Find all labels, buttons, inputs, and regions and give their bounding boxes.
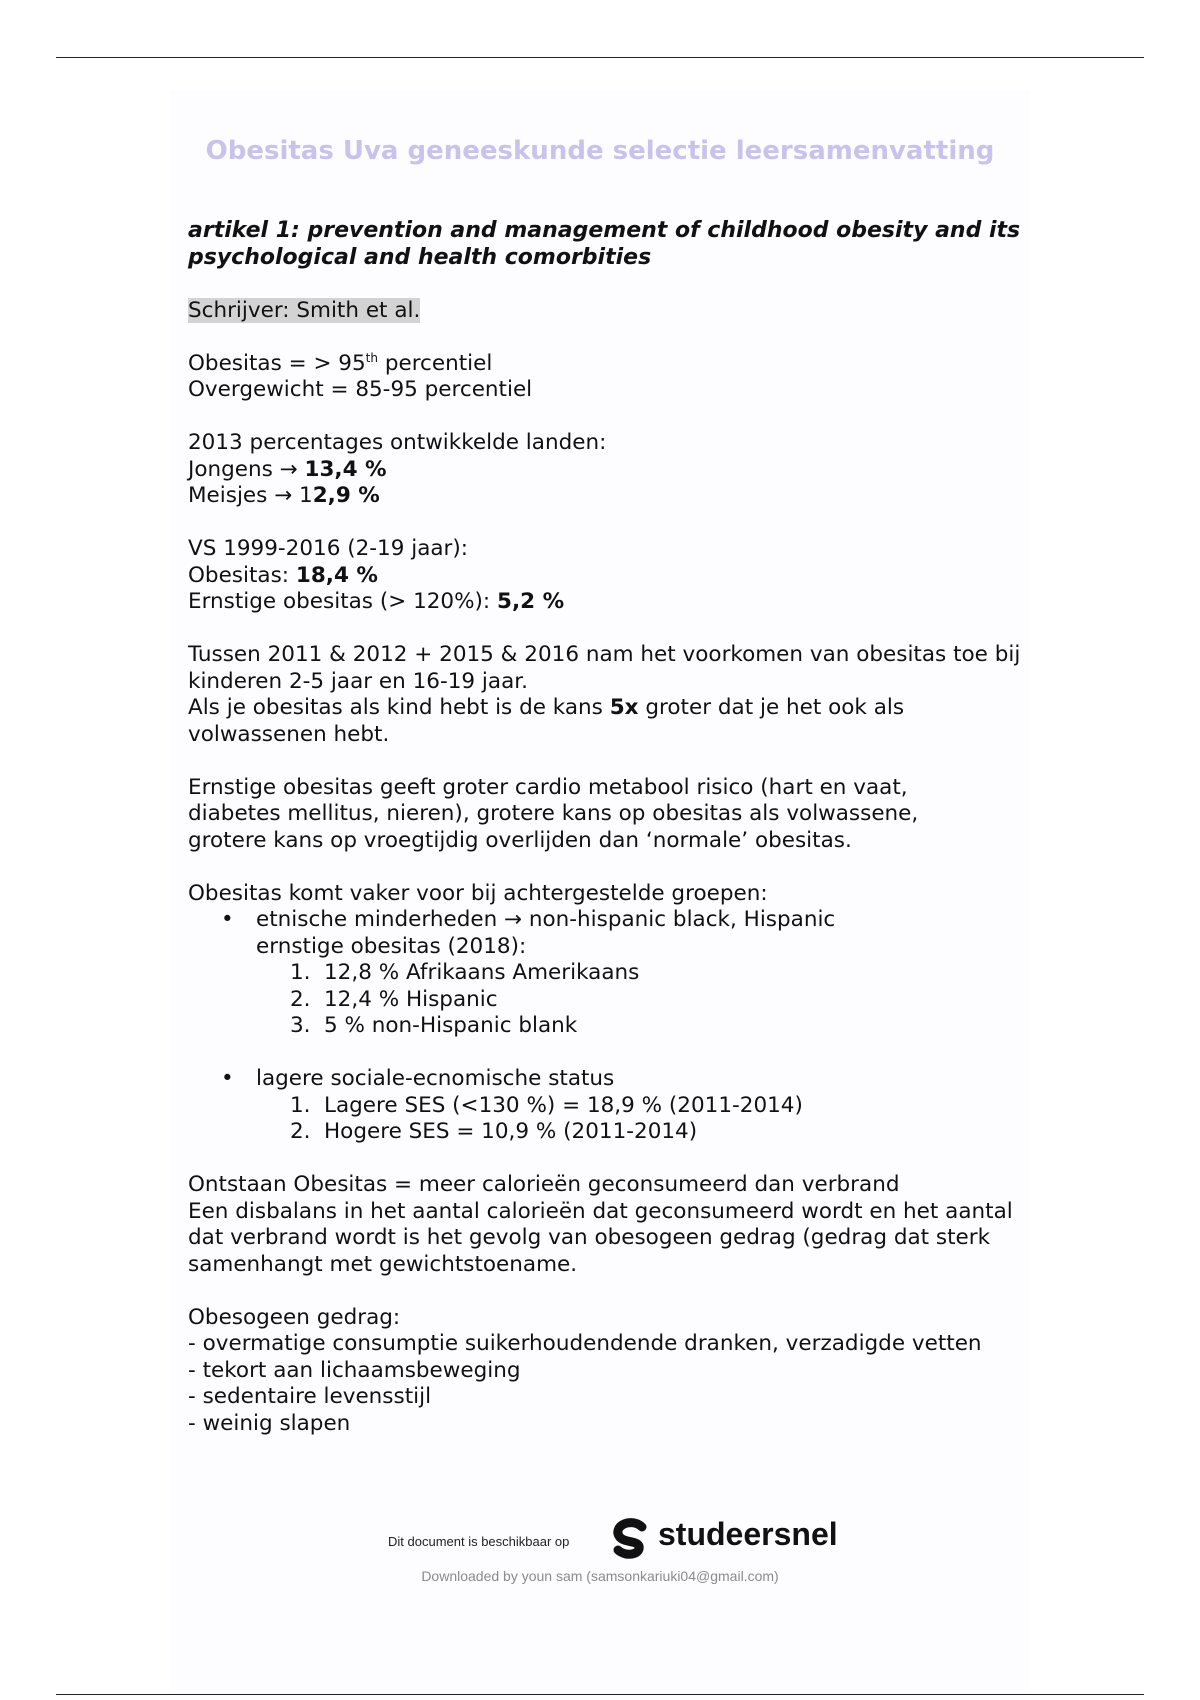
severe-text: Ernstige obesitas geeft groter cardio metabool risico (hart en vaat, diabetes mellitus, nieren), grotere kans op obesitas als volwassene, grotere kans op vroegtijdig overlijden dan ‘normale’ obesitas. [188, 774, 919, 853]
list-item: 1. 12,8 % Afrikaans Amerikaans [290, 960, 640, 985]
us-severe-label: Ernstige obesitas (> 120%): [188, 589, 497, 614]
bullet-ses: lagere sociale-ecnomische status [256, 1066, 615, 1091]
us-block [188, 536, 1088, 616]
ethnic-list [256, 960, 1088, 1040]
def-overgewicht: Overgewicht = 85-95 percentiel [188, 377, 533, 402]
girls-value: 2,9 % [312, 483, 380, 508]
def-obesitas: Obesitas = > 95th percentiel [188, 350, 493, 376]
risk-post: groter dat je het ook als volwassenen hebt. [188, 695, 905, 747]
list-item: 1. Lagere SES (<130 %) = 18,9 % (2011-2014) [290, 1092, 803, 1118]
us-intro: VS 1999-2016 (2-19 jaar): [188, 536, 469, 561]
available-text: Dit document is beschikbaar op [388, 1534, 570, 1549]
document-body [188, 218, 1088, 1464]
behavior-block [188, 1305, 1088, 1438]
groups-intro: Obesitas komt vaker voor bij achtergestelde groepen: [188, 880, 768, 906]
origin-line2: Een disbalans in het aantal calorieën dat geconsumeerd wordt en het aantal dat verbrand wordt is het gevolg van obesogeen gedrag (gedrag dat sterk samenhangt met gewichtstoename. [188, 1198, 1013, 1277]
boys-label: Jongens → [188, 456, 305, 482]
definitions [188, 351, 1088, 404]
downloaded-by: Downloaded by youn sam (samsonkariuki04@gmail.com) [421, 1568, 779, 1584]
origin-block [188, 1172, 1018, 1278]
list-item: 3. 5 % non-Hispanic blank [290, 1013, 578, 1038]
boys-value: 13,4 % [304, 456, 387, 482]
list-item: - tekort aan lichaamsbeweging [188, 1357, 521, 1383]
behavior-intro: Obesogeen gedrag: [188, 1304, 401, 1330]
document-title: Obesitas Uva geneeskunde selectie leersamenvatting [205, 136, 995, 166]
us-severe-value: 5,2 % [497, 589, 565, 614]
list-item: - weinig slapen [188, 1410, 351, 1436]
bullet-ethnic: etnische minderheden → non-hispanic black, Hispanic [256, 907, 836, 932]
risk-pre: Als je obesitas als kind hebt is de kans [188, 695, 610, 720]
studeersnel-logo-icon[interactable] [608, 1517, 654, 1563]
brand-name[interactable]: studeersnel [658, 1516, 838, 1552]
ses-list [256, 1093, 1088, 1146]
girls-label: Meisjes → 1 [188, 483, 313, 508]
percentages-block [188, 430, 1088, 510]
trend-text: Tussen 2011 & 2012 + 2015 & 2016 nam het voorkomen van obesitas toe bij kinderen 2-5 jaar en 16-19 jaar. [188, 642, 1021, 694]
list-item [256, 1066, 1088, 1172]
author-line: Schrijver: Smith et al. [188, 297, 421, 323]
list-item: - sedentaire levensstijl [188, 1384, 432, 1409]
list-item: - overmatige consumptie suikerhoudendende dranken, verzadigde vetten [188, 1331, 982, 1356]
risk-factor: 5x [609, 695, 639, 720]
bottom-rule [56, 1694, 1144, 1695]
list-item: 2. Hogere SES = 10,9 % (2011-2014) [290, 1119, 698, 1144]
footer [0, 1512, 1200, 1592]
origin-line1: Ontstaan Obesitas = meer calorieën geconsumeerd dan verbrand [188, 1172, 900, 1197]
groups-list [188, 907, 1088, 1172]
article-heading: artikel 1: prevention and management of childhood obesity and its psychological and health comorbities [188, 218, 1021, 270]
list-item: 2. 12,4 % Hispanic [290, 986, 498, 1012]
us-obesity-label: Obesitas: [188, 562, 296, 588]
list-item [256, 907, 1088, 1066]
bullet-ethnic-sub: ernstige obesitas (2018): [256, 933, 527, 959]
percentages-intro: 2013 percentages ontwikkelde landen: [188, 430, 607, 455]
us-obesity-value: 18,4 % [295, 562, 378, 588]
top-rule [56, 57, 1144, 58]
trend-block [188, 642, 1048, 748]
